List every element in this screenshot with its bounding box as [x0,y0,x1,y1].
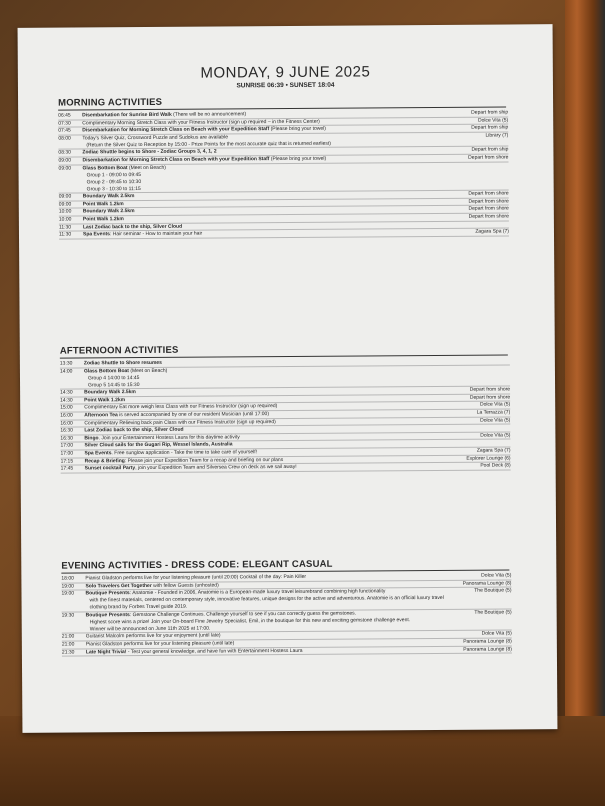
event-location: Dolce Vita (5) [477,117,509,124]
event-time: 11:30 [58,231,72,238]
event-details: Today's Silver Quiz, Crossword Puzzle and Sudokus are available [82,134,229,142]
event-time: 14:30 [60,389,73,396]
event-title: Last Zodiac back to the ship, Silver Cloud [82,223,183,231]
event-details: Pianist Gladston performs live for your listening pleasure (until late) [85,640,235,648]
event-details: : Please join your Expedition Team for a recap and briefing on our plans [124,456,284,464]
event-location: The Boutique (5) [474,609,512,616]
event-title: Boundary Walk 2.5km [82,208,135,215]
event-location: Depart from ship [471,146,509,154]
event-details: (Meet on Beach) [128,367,168,374]
event-location: Explorer Lounge (6) [466,455,511,462]
event-title: Boutique Presents [85,611,130,619]
event-time: 08:30 [58,149,71,156]
event-time: 08:00 [58,135,71,142]
event-title: Zodiac Shuttle begins to Shore - Zodiac Groups 3, 4, 1, 2 [82,148,217,156]
event-time: 10:00 [58,208,72,215]
event-subline: Group 3 - 10:30 to 11:15 [86,185,141,192]
event-title: Sunset cocktail Party [84,465,136,472]
event-location: Dolce Vita (5) [480,432,511,439]
event-details: with fellow Guests (unhosted) [151,582,219,589]
event-time: 19:00 [61,583,74,590]
event-details: : Hair seminar - How to maintain your hair [109,230,203,238]
section-heading: AFTERNOON ACTIVITIES [60,342,508,358]
event-details: (Meet on Beach) [127,164,166,171]
event-title: Point Walk 1.2km [82,200,124,208]
event-location: Depart from shore [468,154,509,161]
event-location: Dolce Vita (5) [481,572,512,579]
event-subline: Group 4 14:00 to 14:45 [87,374,140,381]
event-location: Panorama Lounge (8) [463,638,512,645]
event-description [85,463,445,473]
event-time: 19:30 [61,612,75,619]
event-title: Bingo [84,435,99,442]
event-location: Dolce Vita (5) [479,401,511,409]
event-location: The Boutique (5) [474,587,512,594]
event-time: 07:30 [58,120,71,127]
event-details: : Gemstone Challenge Continues. Challenge yourself to see if you can correctly guess the gemstones. [129,610,357,618]
sunrise-sunset: SUNRISE 06:39 • SUNSET 18:04 [236,81,335,90]
event-time: 13:30 [59,360,73,367]
event-location: Depart from shore [468,198,509,205]
event-time: 14:30 [60,397,73,404]
event-time: 11:30 [58,224,72,231]
event-time: 17:15 [60,458,74,465]
event-time: 16:00 [60,420,73,427]
event-location: Dolce Vita (5) [480,417,511,424]
event-time: 17:45 [60,465,74,472]
event-title: Spa Events [84,450,112,457]
event-subline: Group 5 14:45 to 15:30 [88,381,140,388]
event-time: 21:00 [61,633,75,640]
event-details: Pianist Gladston performs live for your listening pleasure (until 20:00) Cocktail of the day: Pain Killer [85,573,307,582]
schedule-row [59,162,509,194]
event-location: Panorama Lounge (8) [463,646,512,653]
daily-program-sheet [18,24,558,733]
schedule-row [61,588,511,613]
event-description [84,366,444,390]
event-title: Spa Events [82,231,110,238]
event-details: Complimentary Relieving back pain Class with our Fitness Instructor (sign up required) [84,418,276,427]
event-location: Library (7) [485,132,509,139]
event-time: 21:00 [61,641,75,648]
event-time: 10:00 [58,216,72,223]
event-location: Pool Deck (8) [480,462,511,469]
event-title: Last Zodiac back to the ship, Silver Cloud [84,426,184,434]
event-location: Depart from ship [471,124,509,131]
event-details: . Free sunglow application - Take the time to take care of yourself! [111,449,258,457]
event-time: 16:30 [60,427,73,434]
event-time: 18:00 [61,575,74,582]
event-description [83,163,443,194]
event-time: 15:00 [60,404,73,411]
schedule-row [60,365,510,390]
event-title: Glass Bottom Boat [82,164,128,172]
event-location: Dolce Vita (5) [481,630,512,638]
event-details: (There will be no announcement) [171,111,247,118]
event-time: 17:00 [60,442,74,449]
event-details: (Please bring your towel) [269,155,327,163]
event-title: Point Walk 1.2km [84,396,126,404]
event-title: Disembarkation for Morning Stretch Class on Beach with your Expedition Staff [82,126,270,134]
event-title: Recap & Briefing [84,457,125,465]
section-heading: MORNING ACTIVITIES [58,94,506,110]
event-description [83,229,443,239]
event-time: 09:00 [58,165,72,172]
event-details: (Please bring your towel) [269,125,326,133]
event-location: Depart from shore [468,205,509,213]
event-location: Depart from ship [471,109,509,116]
event-details: is served accompanied by one of our resident Musician (until 17:00) [117,411,270,419]
event-location: Panorama Lounge (8) [462,580,512,587]
event-description [86,610,446,634]
event-title: Disembarkation for Sunrise Bird Walk [82,111,172,119]
event-subline: Highest score wins a prize! Join your On-board Fine Jewelry Specialist, Emil, in the boutique for this new and exciting gemstone challenge event. [89,616,411,626]
event-location: Depart from shore [468,190,509,197]
schedule-row [62,609,512,634]
event-details: . Join your Entertainment Hostess Laura for this daytime activity [98,434,240,442]
event-time: 17:00 [60,450,74,457]
table-edge [565,0,605,806]
event-title: Late Night Trivia! [85,648,127,656]
event-location: Depart from shore [469,386,511,393]
event-details: Complimentary Morning Stretch Class with your Fitness Instructor (sign up required – in the Fitness Center) [82,118,320,127]
event-subline: clothing brand by Forbes Travel guide 2019. [89,603,188,611]
event-subline: Group 1 - 09:00 to 09:45 [86,171,142,178]
page-title: MONDAY, 9 JUNE 2025 [200,63,371,82]
event-details: - Test your general knowledge, and have fun with Entertainment Hostess Laura [126,647,303,655]
event-location: Depart from shore [469,394,511,401]
event-title: Silver Cloud sails for the Gugari Rip, Wessel Islands, Australia [84,441,233,449]
event-location: Zagara Spa (7) [476,447,511,454]
event-title: Afternoon Tea [84,412,118,419]
event-time: 09:00 [58,201,72,208]
event-title: Boundary Walk 2.5km [82,193,135,200]
section-heading: EVENING ACTIVITIES - DRESS CODE: ELEGANT CASUAL [61,557,509,573]
event-description [86,646,446,656]
event-time: 14:00 [59,368,73,375]
event-location: Depart from shore [468,213,509,220]
event-title: Zodiac Shuttle to Shore resumes [83,359,162,367]
event-details: : Anatomie - Founded in 2006, Anatomie is a European-made luxury travel leisurebrand combining high functionality [129,588,386,597]
event-title: Solo Travelers Get Together [85,582,152,590]
event-title: Glass Bottom Boat [83,367,129,375]
event-time: 21:30 [61,649,75,656]
event-details: Guitarist Malcolm performs live for your enjoyment (until late) [85,632,221,640]
event-time: 07:45 [58,127,71,134]
event-details: , join your Expedition Team and Silversea Crew on deck as we sail away! [135,464,297,472]
event-subline: Group 2 - 09:45 to 10:30 [86,178,142,185]
event-title: Boutique Presents [85,590,130,597]
event-details: Complimentary Eat more weigh less Class with our Fitness Instructor (sign up required) [84,403,278,411]
event-subline: with the finest materials, centered on contemporary style, innovative features, unique designs for the active and adventurous. Anatomie is an official luxury travel [89,595,444,604]
event-location: La Terrazza (7) [476,409,511,416]
event-title: Boundary Walk 2.5km [84,389,136,396]
event-subline: Winner will be announced on June 11th 2025 at 17:00. [89,625,211,633]
event-subline: (Return the Silver Quiz to Reception by 15:00 - Prize Points for the most accurate quiz that is returned earliest) [86,140,331,149]
event-description [85,588,445,612]
event-time: 16:00 [60,412,73,419]
event-time: 06:45 [58,112,71,119]
event-title: Disembarkation for Morning Stretch Class on Beach with your Expedition Staff [82,156,270,164]
event-time: 19:00 [61,590,75,597]
event-time: 09:00 [58,193,72,200]
event-time: 09:00 [58,157,72,164]
event-location: Zagara Spa (7) [475,228,510,235]
event-title: Point Walk 1.2km [82,216,124,223]
event-time: 16:30 [60,435,73,442]
